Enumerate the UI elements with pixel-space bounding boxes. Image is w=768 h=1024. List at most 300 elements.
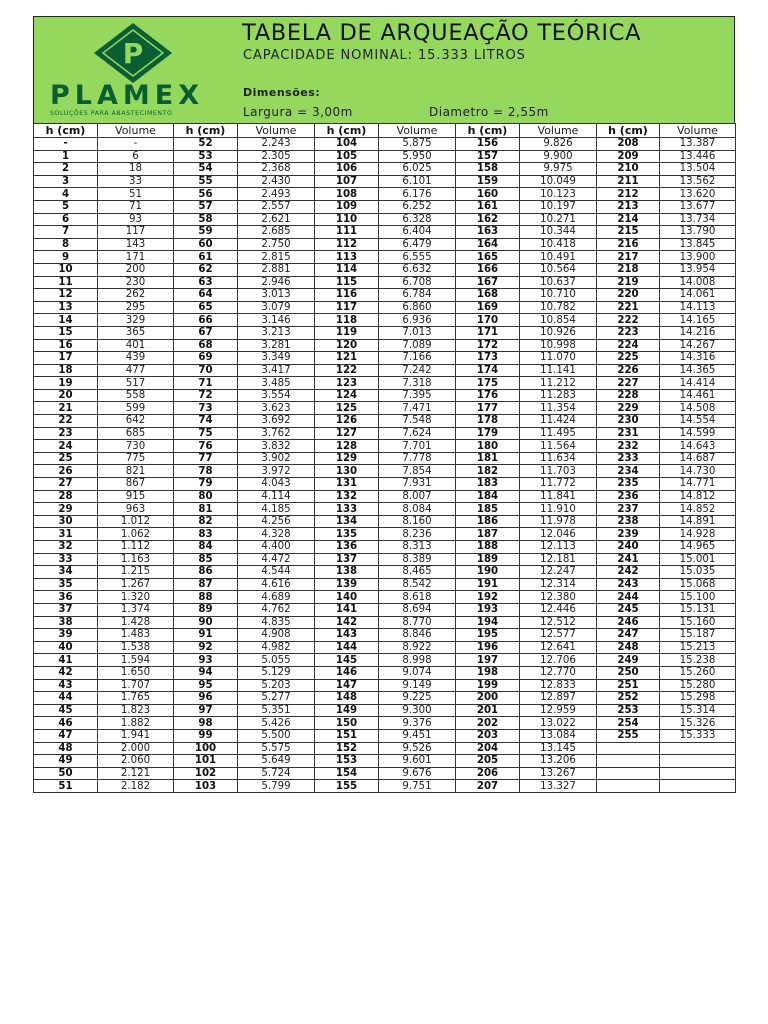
volume-cell: 33 bbox=[98, 175, 174, 188]
volume-cell: 2.430 bbox=[238, 175, 315, 188]
height-cell: 107 bbox=[315, 175, 379, 188]
volume-cell: 11.283 bbox=[520, 389, 597, 402]
height-cell: 40 bbox=[34, 641, 98, 654]
table-row bbox=[34, 666, 736, 679]
table-row bbox=[34, 188, 736, 201]
height-cell: 88 bbox=[174, 591, 238, 604]
volume-cell: 15.213 bbox=[660, 641, 736, 654]
volume-cell: 9.900 bbox=[520, 150, 597, 163]
height-cell: 220 bbox=[597, 289, 660, 302]
table-row bbox=[34, 263, 736, 276]
height-cell: 233 bbox=[597, 452, 660, 465]
volume-cell: 1.374 bbox=[98, 603, 174, 616]
height-cell: 10 bbox=[34, 263, 98, 276]
height-cell: 4 bbox=[34, 188, 98, 201]
volume-cell: 3.079 bbox=[238, 301, 315, 314]
height-cell: 168 bbox=[456, 289, 520, 302]
volume-cell: 15.314 bbox=[660, 704, 736, 717]
height-cell: 67 bbox=[174, 326, 238, 339]
height-cell: 43 bbox=[34, 679, 98, 692]
volume-cell: 12.897 bbox=[520, 692, 597, 705]
height-cell: 84 bbox=[174, 541, 238, 554]
volume-cell: 4.185 bbox=[238, 503, 315, 516]
brand-tagline: SOLUÇÕES PARA ABASTECIMENTO bbox=[50, 110, 173, 117]
height-cell: 64 bbox=[174, 289, 238, 302]
height-cell: 3 bbox=[34, 175, 98, 188]
table-row bbox=[34, 427, 736, 440]
logo-letter: P bbox=[122, 37, 144, 70]
volume-cell: 15.068 bbox=[660, 578, 736, 591]
height-cell: 45 bbox=[34, 704, 98, 717]
volume-cell: 3.349 bbox=[238, 352, 315, 365]
volume-cell: 12.833 bbox=[520, 679, 597, 692]
volume-cell: 10.271 bbox=[520, 213, 597, 226]
height-cell: 241 bbox=[597, 553, 660, 566]
column-header-h: h (cm) bbox=[597, 124, 660, 138]
volume-cell: 10.564 bbox=[520, 263, 597, 276]
volume-cell: 15.187 bbox=[660, 629, 736, 642]
volume-cell: 9.376 bbox=[379, 717, 456, 730]
table-row bbox=[34, 440, 736, 453]
volume-cell: 3.902 bbox=[238, 452, 315, 465]
height-cell: 148 bbox=[315, 692, 379, 705]
table-row bbox=[34, 326, 736, 339]
height-cell: 254 bbox=[597, 717, 660, 730]
volume-cell: 775 bbox=[98, 452, 174, 465]
height-cell: 177 bbox=[456, 402, 520, 415]
height-cell: 136 bbox=[315, 541, 379, 554]
table-row bbox=[34, 314, 736, 327]
volume-cell: 599 bbox=[98, 402, 174, 415]
table-header-row bbox=[34, 124, 736, 138]
height-cell: 53 bbox=[174, 150, 238, 163]
height-cell: 185 bbox=[456, 503, 520, 516]
volume-cell: 15.326 bbox=[660, 717, 736, 730]
height-cell: 190 bbox=[456, 566, 520, 579]
volume-cell: 1.594 bbox=[98, 654, 174, 667]
volume-cell: 117 bbox=[98, 226, 174, 239]
volume-cell: 7.395 bbox=[379, 389, 456, 402]
volume-cell: 9.451 bbox=[379, 729, 456, 742]
volume-cell: 15.035 bbox=[660, 566, 736, 579]
height-cell: 124 bbox=[315, 389, 379, 402]
table-row bbox=[34, 528, 736, 541]
volume-cell: 9.149 bbox=[379, 679, 456, 692]
table-row bbox=[34, 616, 736, 629]
height-cell: 134 bbox=[315, 515, 379, 528]
height-cell: 57 bbox=[174, 200, 238, 213]
volume-cell: - bbox=[98, 138, 174, 151]
volume-cell: 8.694 bbox=[379, 603, 456, 616]
height-cell: 25 bbox=[34, 452, 98, 465]
volume-cell: 4.835 bbox=[238, 616, 315, 629]
volume-cell: 9.975 bbox=[520, 163, 597, 176]
height-cell: 206 bbox=[456, 767, 520, 780]
volume-cell: 2.305 bbox=[238, 150, 315, 163]
height-cell: 237 bbox=[597, 503, 660, 516]
height-cell: 16 bbox=[34, 339, 98, 352]
height-cell: 164 bbox=[456, 238, 520, 251]
volume-cell: 9.225 bbox=[379, 692, 456, 705]
volume-cell: 3.213 bbox=[238, 326, 315, 339]
height-cell: 18 bbox=[34, 364, 98, 377]
volume-cell: 9.074 bbox=[379, 666, 456, 679]
volume-cell bbox=[660, 755, 736, 768]
height-cell: 153 bbox=[315, 755, 379, 768]
height-cell: - bbox=[34, 138, 98, 151]
table-row bbox=[34, 729, 736, 742]
volume-cell: 6.784 bbox=[379, 289, 456, 302]
height-cell: 251 bbox=[597, 679, 660, 692]
table-row bbox=[34, 465, 736, 478]
volume-cell: 8.236 bbox=[379, 528, 456, 541]
height-cell: 208 bbox=[597, 138, 660, 151]
volume-cell: 2.121 bbox=[98, 767, 174, 780]
height-cell: 79 bbox=[174, 478, 238, 491]
volume-cell: 10.491 bbox=[520, 251, 597, 264]
volume-cell: 1.062 bbox=[98, 528, 174, 541]
volume-cell: 1.320 bbox=[98, 591, 174, 604]
height-cell: 139 bbox=[315, 578, 379, 591]
volume-cell: 7.471 bbox=[379, 402, 456, 415]
volume-cell: 14.852 bbox=[660, 503, 736, 516]
volume-cell: 10.418 bbox=[520, 238, 597, 251]
height-cell: 89 bbox=[174, 603, 238, 616]
height-cell: 80 bbox=[174, 490, 238, 503]
height-cell: 200 bbox=[456, 692, 520, 705]
diameter-text: Diametro = 2,55m bbox=[429, 105, 549, 119]
volume-cell: 9.300 bbox=[379, 704, 456, 717]
volume-cell: 13.620 bbox=[660, 188, 736, 201]
volume-cell: 5.875 bbox=[379, 138, 456, 151]
height-cell: 187 bbox=[456, 528, 520, 541]
volume-cell: 10.782 bbox=[520, 301, 597, 314]
table-row bbox=[34, 175, 736, 188]
table-row bbox=[34, 452, 736, 465]
table-row bbox=[34, 578, 736, 591]
volume-cell: 11.354 bbox=[520, 402, 597, 415]
volume-cell: 915 bbox=[98, 490, 174, 503]
height-cell: 13 bbox=[34, 301, 98, 314]
height-cell: 76 bbox=[174, 440, 238, 453]
height-cell: 231 bbox=[597, 427, 660, 440]
volume-cell: 11.141 bbox=[520, 364, 597, 377]
height-cell: 219 bbox=[597, 276, 660, 289]
height-cell: 5 bbox=[34, 200, 98, 213]
height-cell: 111 bbox=[315, 226, 379, 239]
volume-cell: 10.123 bbox=[520, 188, 597, 201]
height-cell: 230 bbox=[597, 415, 660, 428]
height-cell: 60 bbox=[174, 238, 238, 251]
volume-cell: 1.483 bbox=[98, 629, 174, 642]
volume-cell: 3.972 bbox=[238, 465, 315, 478]
volume-cell: 9.826 bbox=[520, 138, 597, 151]
volume-cell: 6.025 bbox=[379, 163, 456, 176]
volume-cell: 2.750 bbox=[238, 238, 315, 251]
volume-cell: 3.762 bbox=[238, 427, 315, 440]
height-cell: 29 bbox=[34, 503, 98, 516]
volume-cell: 5.351 bbox=[238, 704, 315, 717]
volume-cell: 11.978 bbox=[520, 515, 597, 528]
height-cell: 59 bbox=[174, 226, 238, 239]
height-cell: 217 bbox=[597, 251, 660, 264]
height-cell: 95 bbox=[174, 679, 238, 692]
height-cell: 78 bbox=[174, 465, 238, 478]
volume-cell: 6.555 bbox=[379, 251, 456, 264]
height-cell: 152 bbox=[315, 742, 379, 755]
volume-cell: 13.267 bbox=[520, 767, 597, 780]
volume-cell: 6.860 bbox=[379, 301, 456, 314]
height-cell: 122 bbox=[315, 364, 379, 377]
volume-cell: 401 bbox=[98, 339, 174, 352]
height-cell: 106 bbox=[315, 163, 379, 176]
volume-cell: 11.634 bbox=[520, 452, 597, 465]
volume-cell: 13.734 bbox=[660, 213, 736, 226]
volume-cell: 18 bbox=[98, 163, 174, 176]
height-cell: 216 bbox=[597, 238, 660, 251]
table-row bbox=[34, 389, 736, 402]
height-cell: 72 bbox=[174, 389, 238, 402]
height-cell: 93 bbox=[174, 654, 238, 667]
table-row bbox=[34, 377, 736, 390]
height-cell: 83 bbox=[174, 528, 238, 541]
height-cell: 227 bbox=[597, 377, 660, 390]
height-cell: 176 bbox=[456, 389, 520, 402]
height-cell: 199 bbox=[456, 679, 520, 692]
height-cell: 156 bbox=[456, 138, 520, 151]
volume-cell: 11.564 bbox=[520, 440, 597, 453]
table-row bbox=[34, 654, 736, 667]
volume-cell: 642 bbox=[98, 415, 174, 428]
height-cell: 100 bbox=[174, 742, 238, 755]
height-cell: 235 bbox=[597, 478, 660, 491]
header-banner bbox=[33, 16, 735, 123]
volume-cell: 1.428 bbox=[98, 616, 174, 629]
height-cell: 252 bbox=[597, 692, 660, 705]
volume-cell: 13.387 bbox=[660, 138, 736, 151]
height-cell: 46 bbox=[34, 717, 98, 730]
volume-cell: 6.708 bbox=[379, 276, 456, 289]
height-cell: 135 bbox=[315, 528, 379, 541]
height-cell: 14 bbox=[34, 314, 98, 327]
height-cell: 2 bbox=[34, 163, 98, 176]
volume-cell: 1.267 bbox=[98, 578, 174, 591]
volume-cell: 6.632 bbox=[379, 263, 456, 276]
height-cell: 157 bbox=[456, 150, 520, 163]
volume-cell: 4.043 bbox=[238, 478, 315, 491]
height-cell: 160 bbox=[456, 188, 520, 201]
volume-cell: 7.778 bbox=[379, 452, 456, 465]
volume-cell: 6.328 bbox=[379, 213, 456, 226]
volume-cell: 4.689 bbox=[238, 591, 315, 604]
volume-cell: 329 bbox=[98, 314, 174, 327]
height-cell: 184 bbox=[456, 490, 520, 503]
volume-cell: 8.542 bbox=[379, 578, 456, 591]
height-cell: 155 bbox=[315, 780, 379, 793]
volume-cell: 12.706 bbox=[520, 654, 597, 667]
height-cell: 71 bbox=[174, 377, 238, 390]
volume-cell: 10.926 bbox=[520, 326, 597, 339]
table-row bbox=[34, 200, 736, 213]
volume-cell: 9.751 bbox=[379, 780, 456, 793]
table-row bbox=[34, 226, 736, 239]
height-cell: 65 bbox=[174, 301, 238, 314]
volume-cell: 5.649 bbox=[238, 755, 315, 768]
volume-cell: 14.812 bbox=[660, 490, 736, 503]
height-cell: 27 bbox=[34, 478, 98, 491]
volume-cell: 7.854 bbox=[379, 465, 456, 478]
height-cell: 47 bbox=[34, 729, 98, 742]
height-cell: 229 bbox=[597, 402, 660, 415]
volume-cell: 14.216 bbox=[660, 326, 736, 339]
volume-cell: 14.599 bbox=[660, 427, 736, 440]
height-cell: 245 bbox=[597, 603, 660, 616]
height-cell: 42 bbox=[34, 666, 98, 679]
volume-cell: 5.277 bbox=[238, 692, 315, 705]
height-cell: 102 bbox=[174, 767, 238, 780]
volume-cell: 5.950 bbox=[379, 150, 456, 163]
volume-cell: 2.557 bbox=[238, 200, 315, 213]
height-cell: 19 bbox=[34, 377, 98, 390]
volume-cell: 12.770 bbox=[520, 666, 597, 679]
height-cell: 81 bbox=[174, 503, 238, 516]
height-cell: 166 bbox=[456, 263, 520, 276]
height-cell: 149 bbox=[315, 704, 379, 717]
brand-name: PLAMEX bbox=[50, 80, 205, 111]
volume-cell: 3.485 bbox=[238, 377, 315, 390]
volume-cell: 1.707 bbox=[98, 679, 174, 692]
volume-cell: 11.910 bbox=[520, 503, 597, 516]
volume-cell: 14.061 bbox=[660, 289, 736, 302]
height-cell: 39 bbox=[34, 629, 98, 642]
volume-cell: 3.013 bbox=[238, 289, 315, 302]
volume-cell: 10.197 bbox=[520, 200, 597, 213]
height-cell: 218 bbox=[597, 263, 660, 276]
height-cell: 170 bbox=[456, 314, 520, 327]
height-cell: 193 bbox=[456, 603, 520, 616]
height-cell: 128 bbox=[315, 440, 379, 453]
table-row bbox=[34, 704, 736, 717]
height-cell: 212 bbox=[597, 188, 660, 201]
volume-cell: 11.495 bbox=[520, 427, 597, 440]
volume-cell bbox=[660, 767, 736, 780]
volume-cell: 15.298 bbox=[660, 692, 736, 705]
arqueacao-sheet bbox=[33, 16, 735, 793]
volume-cell: 12.314 bbox=[520, 578, 597, 591]
height-cell: 174 bbox=[456, 364, 520, 377]
height-cell: 30 bbox=[34, 515, 98, 528]
height-cell: 196 bbox=[456, 641, 520, 654]
height-cell: 142 bbox=[315, 616, 379, 629]
volume-cell: 4.328 bbox=[238, 528, 315, 541]
volume-cell: 8.084 bbox=[379, 503, 456, 516]
volume-cell: 4.762 bbox=[238, 603, 315, 616]
height-cell: 239 bbox=[597, 528, 660, 541]
volume-cell: 8.465 bbox=[379, 566, 456, 579]
height-cell: 228 bbox=[597, 389, 660, 402]
height-cell: 158 bbox=[456, 163, 520, 176]
volume-cell: 7.701 bbox=[379, 440, 456, 453]
height-cell: 242 bbox=[597, 566, 660, 579]
volume-cell: 14.316 bbox=[660, 352, 736, 365]
volume-cell: 171 bbox=[98, 251, 174, 264]
capacity-text: CAPACIDADE NOMINAL: 15.333 LITROS bbox=[243, 48, 526, 63]
height-cell: 92 bbox=[174, 641, 238, 654]
volume-cell: 4.982 bbox=[238, 641, 315, 654]
volume-cell: 6.252 bbox=[379, 200, 456, 213]
height-cell bbox=[597, 742, 660, 755]
height-cell: 68 bbox=[174, 339, 238, 352]
volume-cell: 5.500 bbox=[238, 729, 315, 742]
volume-cell: 14.008 bbox=[660, 276, 736, 289]
height-cell: 246 bbox=[597, 616, 660, 629]
height-cell: 243 bbox=[597, 578, 660, 591]
height-cell: 253 bbox=[597, 704, 660, 717]
volume-cell: 12.577 bbox=[520, 629, 597, 642]
volume-cell: 1.112 bbox=[98, 541, 174, 554]
height-cell: 162 bbox=[456, 213, 520, 226]
table-row bbox=[34, 629, 736, 642]
volume-cell: 558 bbox=[98, 389, 174, 402]
volume-cell: 8.007 bbox=[379, 490, 456, 503]
volume-cell: 12.641 bbox=[520, 641, 597, 654]
height-cell: 182 bbox=[456, 465, 520, 478]
volume-cell: 11.212 bbox=[520, 377, 597, 390]
height-cell: 201 bbox=[456, 704, 520, 717]
table-row bbox=[34, 641, 736, 654]
height-cell: 127 bbox=[315, 427, 379, 440]
height-cell: 120 bbox=[315, 339, 379, 352]
volume-cell: 13.562 bbox=[660, 175, 736, 188]
height-cell: 49 bbox=[34, 755, 98, 768]
volume-cell: 200 bbox=[98, 263, 174, 276]
volume-cell: 4.114 bbox=[238, 490, 315, 503]
table-row bbox=[34, 755, 736, 768]
height-cell: 137 bbox=[315, 553, 379, 566]
height-cell: 232 bbox=[597, 440, 660, 453]
volume-cell: 93 bbox=[98, 213, 174, 226]
volume-cell: 1.882 bbox=[98, 717, 174, 730]
volume-cell: 365 bbox=[98, 326, 174, 339]
gauging-table bbox=[33, 123, 736, 793]
height-cell: 209 bbox=[597, 150, 660, 163]
volume-cell: 7.931 bbox=[379, 478, 456, 491]
volume-cell: 12.446 bbox=[520, 603, 597, 616]
column-header-volume: Volume bbox=[379, 124, 456, 138]
table-row bbox=[34, 276, 736, 289]
volume-cell: 5.203 bbox=[238, 679, 315, 692]
volume-cell: 2.881 bbox=[238, 263, 315, 276]
volume-cell: 11.703 bbox=[520, 465, 597, 478]
volume-cell: 230 bbox=[98, 276, 174, 289]
height-cell: 249 bbox=[597, 654, 660, 667]
volume-cell: 2.946 bbox=[238, 276, 315, 289]
height-cell: 51 bbox=[34, 780, 98, 793]
table-row bbox=[34, 515, 736, 528]
volume-cell: 1.765 bbox=[98, 692, 174, 705]
volume-cell: 867 bbox=[98, 478, 174, 491]
height-cell: 9 bbox=[34, 251, 98, 264]
height-cell: 247 bbox=[597, 629, 660, 642]
volume-cell: 14.928 bbox=[660, 528, 736, 541]
volume-cell: 13.790 bbox=[660, 226, 736, 239]
volume-cell: 12.113 bbox=[520, 541, 597, 554]
volume-cell: 6 bbox=[98, 150, 174, 163]
height-cell: 161 bbox=[456, 200, 520, 213]
height-cell: 126 bbox=[315, 415, 379, 428]
volume-cell: 8.618 bbox=[379, 591, 456, 604]
column-header-h: h (cm) bbox=[174, 124, 238, 138]
